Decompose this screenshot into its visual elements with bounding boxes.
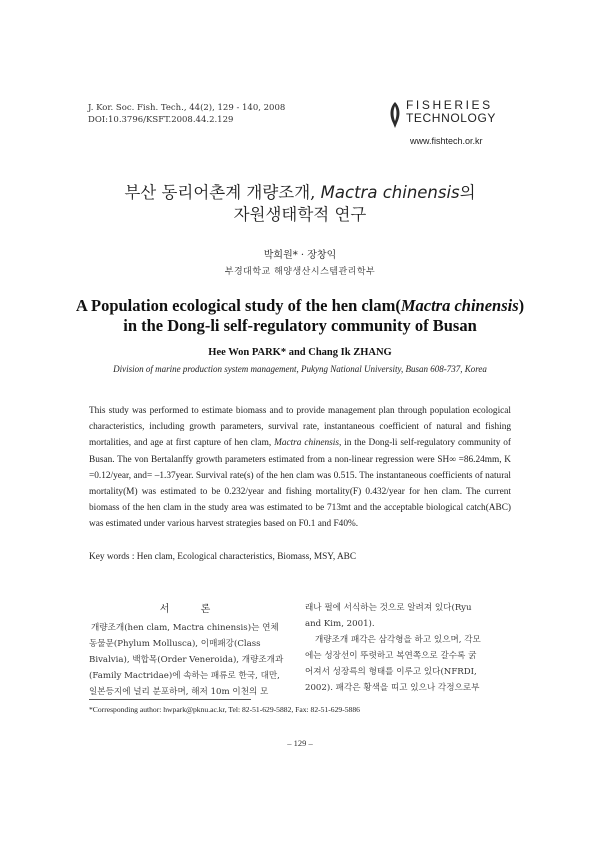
footnote-corresponding-author: *Corresponding author: hwpark@pknu.ac.kr, Tel: 82-51-629-5882, Fax: 82-51-629-5886	[89, 705, 360, 714]
title-en-species: Mactra chinensis	[400, 296, 519, 315]
fish-logo-icon	[386, 101, 404, 129]
title-en-line1	[40, 296, 560, 316]
left-line-3: Bivalvia), 백합목(Order Veneroida), 개량조개과	[89, 655, 284, 665]
left-line-4: (Family Mactridae)에 속하는 패류로 한국, 대만,	[89, 671, 280, 681]
journal-line: J. Kor. Soc. Fish. Tech., 44(2), 129 - 140, 2008	[88, 103, 286, 113]
authors-kr: 박희원* · 장창익	[263, 250, 337, 261]
left-column	[89, 620, 295, 700]
affiliation-kr: 부경대학교 해양생산시스템관리학부	[224, 267, 376, 277]
title-en-suffix: )	[518, 296, 525, 315]
left-line-1: 개량조개(hen clam, Mactra chinensis)는 연체	[91, 623, 279, 633]
abstract-part1: This study was performed to estimate biomass and to provide management plan through population ecological characteristics, including growth parameters, survival rate, instantaneous coefficient of natural and fishing mortalities, and age at first capture of hen clam,	[89, 406, 511, 449]
authors-en: Hee Won PARK* and Chang Ik ZHANG	[208, 347, 392, 358]
right-line-2: and Kim, 2001).	[305, 619, 375, 629]
right-line-4: 에는 성장선이 뚜렷하고 복연쪽으로 갈수록 굵	[305, 651, 477, 661]
abstract-part2: , in the Dong-li self-regulatory community of Busan. The von Bertalanffy growth parameters estimated from a non-linear regression were	[89, 438, 511, 465]
abstract-part3: SH∞ =86.24mm, K =0.12/year, and= –1.37year. Survival rate(s) of the hen clam was 0.515. The instantaneous coefficients of natural mortality(M) was estimated to be 0.232/year and fishing mortality(F) 0.432/year for hen clam. The current biomass of the hen clam in the study area was estimated to be 713mt and the acceptable biological catch(ABC) was estimated under various harvest strategies based on F0.1 and F40%.	[89, 454, 511, 530]
journal-logo	[406, 99, 512, 125]
journal-url-link[interactable]: www.fishtech.or.kr	[410, 136, 483, 146]
title-kr-suffix: 의	[459, 183, 476, 202]
journal-citation	[88, 102, 285, 126]
logo-word-technology: TECHNOLOGY	[406, 111, 497, 125]
title-en-line2: in the Dong-li self-regulatory community of Busan	[123, 316, 477, 335]
title-kr-line2: 자원생태학적 연구	[233, 205, 367, 224]
title-en	[40, 296, 560, 336]
left-line-5: 일본등지에 널리 분포하며, 해저 10m 이천의 모	[89, 687, 269, 697]
title-kr-species: Mactra chinensis	[320, 183, 460, 202]
title-kr-prefix: 부산 동리어촌계 개량조개,	[124, 183, 321, 202]
keywords: Key words : Hen clam, Ecological characteristics, Biomass, MSY, ABC	[89, 552, 357, 562]
title-kr-line1	[60, 182, 540, 204]
page-number: – 129 –	[287, 738, 313, 748]
right-line-3: 개량조개 패각은 삼각형을 하고 있으며, 각모	[315, 635, 481, 645]
abstract-paragraph	[89, 403, 511, 533]
affiliation-en: Division of marine production system management, Pukyng National University, Busan 608-737, Korea	[113, 364, 487, 374]
abstract-species: Mactra chinensis	[274, 438, 339, 449]
logo-word-fisheries: FISHERIES	[406, 98, 493, 112]
doi-line: DOI:10.3796/KSFT.2008.44.2.129	[88, 115, 234, 125]
right-line-1: 래나 펄에 서식하는 것으로 알려져 있다(Ryu	[305, 603, 472, 613]
abstract	[89, 403, 511, 533]
right-column	[305, 600, 511, 696]
left-line-2: 동물문(Phylum Mollusca), 이매패강(Class	[89, 639, 261, 649]
footnote-divider	[89, 699, 251, 700]
title-en-prefix: A Population ecological study of the hen clam(	[75, 296, 401, 315]
right-line-6: 2002). 패각은 황색을 띠고 있으나 각정으로부	[305, 683, 480, 693]
right-line-5: 어져서 성장륵의 형태를 이루고 있다(NFRDI,	[305, 667, 477, 677]
section-heading-introduction: 서 론	[159, 604, 225, 615]
